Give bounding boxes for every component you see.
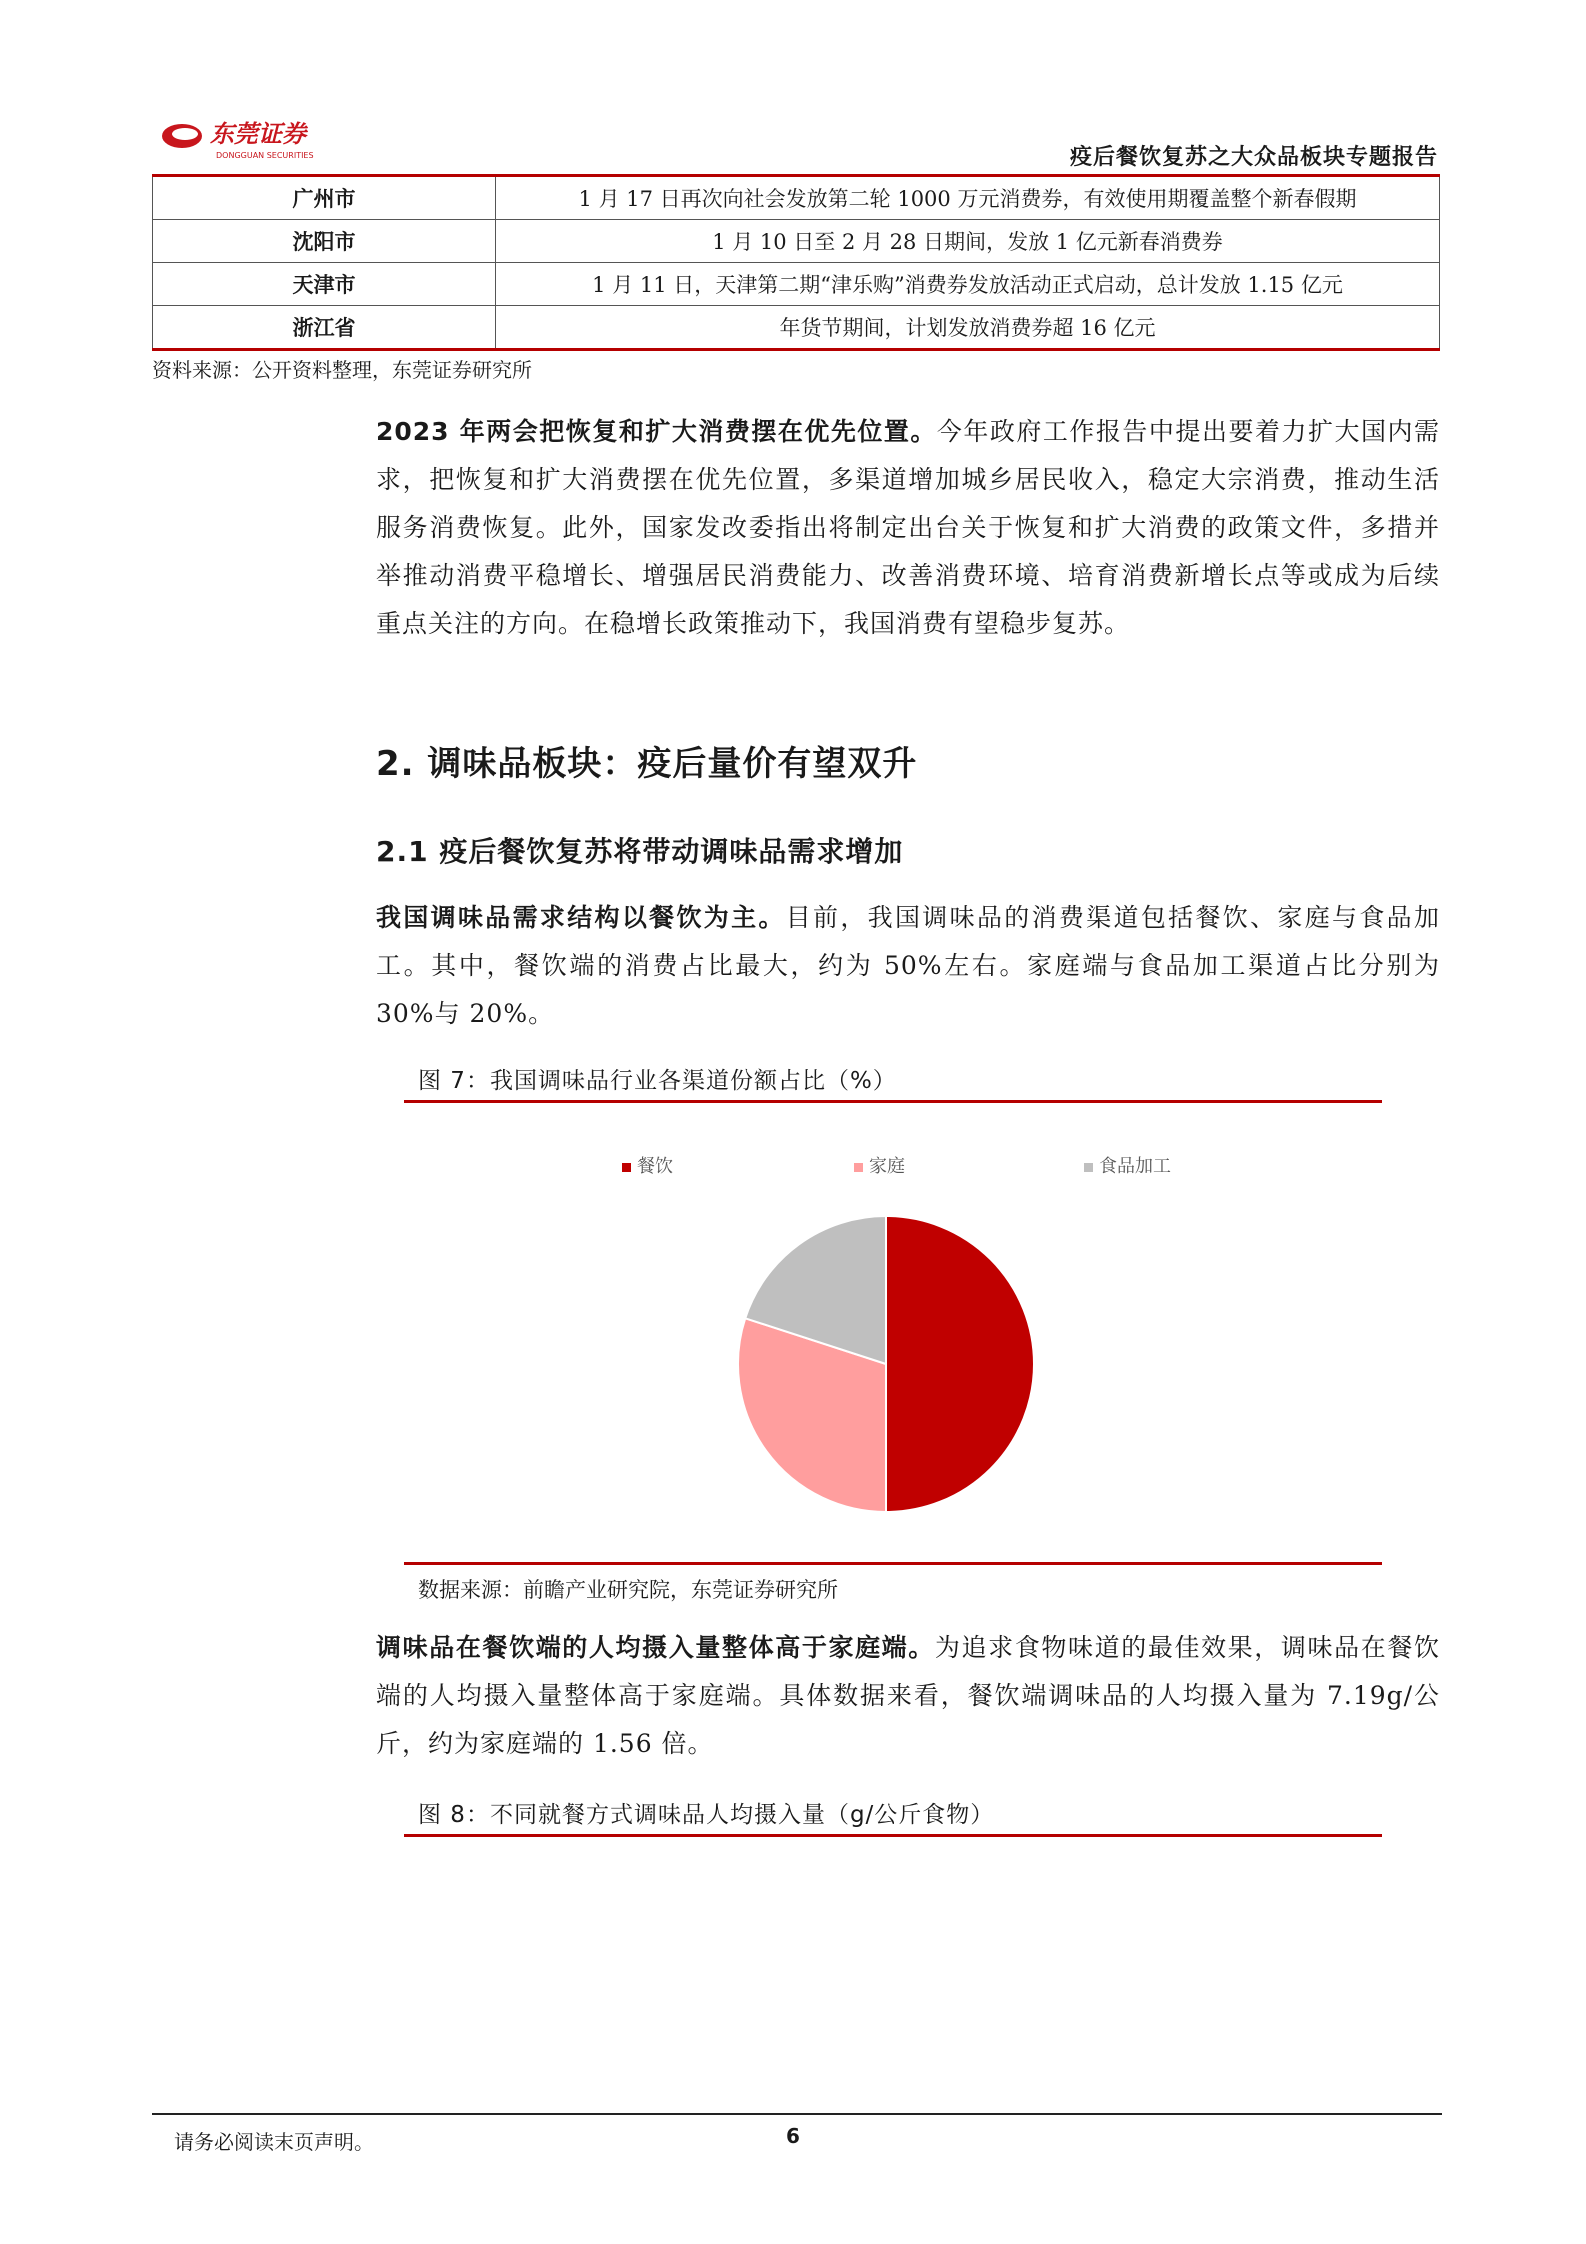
legend-swatch (854, 1163, 863, 1172)
legend-label: 家庭 (869, 1156, 905, 1177)
svg-text:DONGGUAN SECURITIES: DONGGUAN SECURITIES (216, 151, 314, 160)
legend-item-household (854, 1152, 905, 1178)
paragraph-body: 目前，我国调味品的消费渠道包括餐饮、家庭与食品加工。其中，餐饮端的消费占比最大，约为 50%左右。家庭端与食品加工渠道占比分别为 30%与 20%。 (376, 903, 1440, 1028)
consumption-voucher-table (152, 174, 1440, 351)
footer-rule (152, 2113, 1442, 2115)
paragraph-lead: 我国调味品需求结构以餐饮为主。 (376, 903, 786, 932)
table-row (153, 306, 1440, 350)
report-title: 疫后餐饮复苏之大众品板块专题报告 (1069, 145, 1438, 170)
paragraph-lead: 调味品在餐饮端的人均摄入量整体高于家庭端。 (376, 1633, 935, 1662)
region-cell: 浙江省 (153, 306, 496, 350)
paragraph-lead: 2023 年两会把恢复和扩大消费摆在优先位置。 (376, 417, 937, 446)
pie-slice-catering (886, 1216, 1034, 1512)
figure-8-top-rule (404, 1834, 1382, 1837)
page-number: 6 (786, 2124, 800, 2148)
paragraph-demand-structure (376, 894, 1440, 1038)
svg-text:东莞证券: 东莞证券 (210, 119, 306, 148)
figure-7-bottom-rule (404, 1562, 1382, 1565)
section-heading: 2. 调味品板块：疫后量价有望双升 (376, 744, 918, 784)
region-cell: 天津市 (153, 263, 496, 306)
region-cell: 沈阳市 (153, 220, 496, 263)
legend-swatch (1084, 1163, 1093, 1172)
chart-source: 数据来源：前瞻产业研究院，东莞证券研究所 (418, 1578, 838, 1602)
footer-disclaimer-note: 请务必阅读末页声明。 (174, 2130, 374, 2154)
paragraph-body: 为追求食物味道的最佳效果，调味品在餐饮端的人均摄入量整体高于家庭端。具体数据来看，餐饮端调味品的人均摄入量为 7.19g/公斤，约为家庭端的 1.56 倍。 (376, 1633, 1440, 1758)
paragraph-consumption-policy (376, 408, 1440, 648)
region-cell: 广州市 (153, 176, 496, 220)
table-source: 资料来源：公开资料整理，东莞证券研究所 (152, 358, 532, 382)
subsection-heading: 2.1 疫后餐饮复苏将带动调味品需求增加 (376, 835, 904, 868)
figure-8-caption: 图 8：不同就餐方式调味品人均摄入量（g/公斤食物） (418, 1802, 995, 1828)
channel-share-pie-chart (736, 1214, 1036, 1514)
policy-cell: 1 月 17 日再次向社会发放第二轮 1000 万元消费券，有效使用期覆盖整个新春假期 (496, 176, 1440, 220)
legend-swatch (622, 1163, 631, 1172)
legend-label: 食品加工 (1099, 1156, 1171, 1177)
dongguan-securities-logo (160, 112, 400, 164)
legend-item-catering (622, 1152, 673, 1178)
paragraph-body: 今年政府工作报告中提出要着力扩大国内需求，把恢复和扩大消费摆在优先位置，多渠道增加城乡居民收入，稳定大宗消费，推动生活服务消费恢复。此外，国家发改委指出将制定出台关于恢复和扩大消费的政策文件，多措并举推动消费平稳增长、增强居民消费能力、改善消费环境、培育消费新增长点等或成为后续重点关注的方向。在稳增长政策推动下，我国消费有望稳步复苏。 (376, 417, 1440, 638)
policy-cell: 1 月 10 日至 2 月 28 日期间，发放 1 亿元新春消费券 (496, 220, 1440, 263)
paragraph-intake (376, 1624, 1440, 1768)
table-row (153, 176, 1440, 220)
figure-7-caption: 图 7：我国调味品行业各渠道份额占比（%） (418, 1068, 897, 1094)
policy-cell: 1 月 11 日，天津第二期“津乐购”消费券发放活动正式启动，总计发放 1.15 亿元 (496, 263, 1440, 306)
figure-7-top-rule (404, 1100, 1382, 1103)
policy-cell: 年货节期间，计划发放消费券超 16 亿元 (496, 306, 1440, 350)
legend-label: 餐饮 (637, 1156, 673, 1177)
table-row (153, 263, 1440, 306)
table-row (153, 220, 1440, 263)
legend-item-food-processing (1084, 1152, 1171, 1178)
